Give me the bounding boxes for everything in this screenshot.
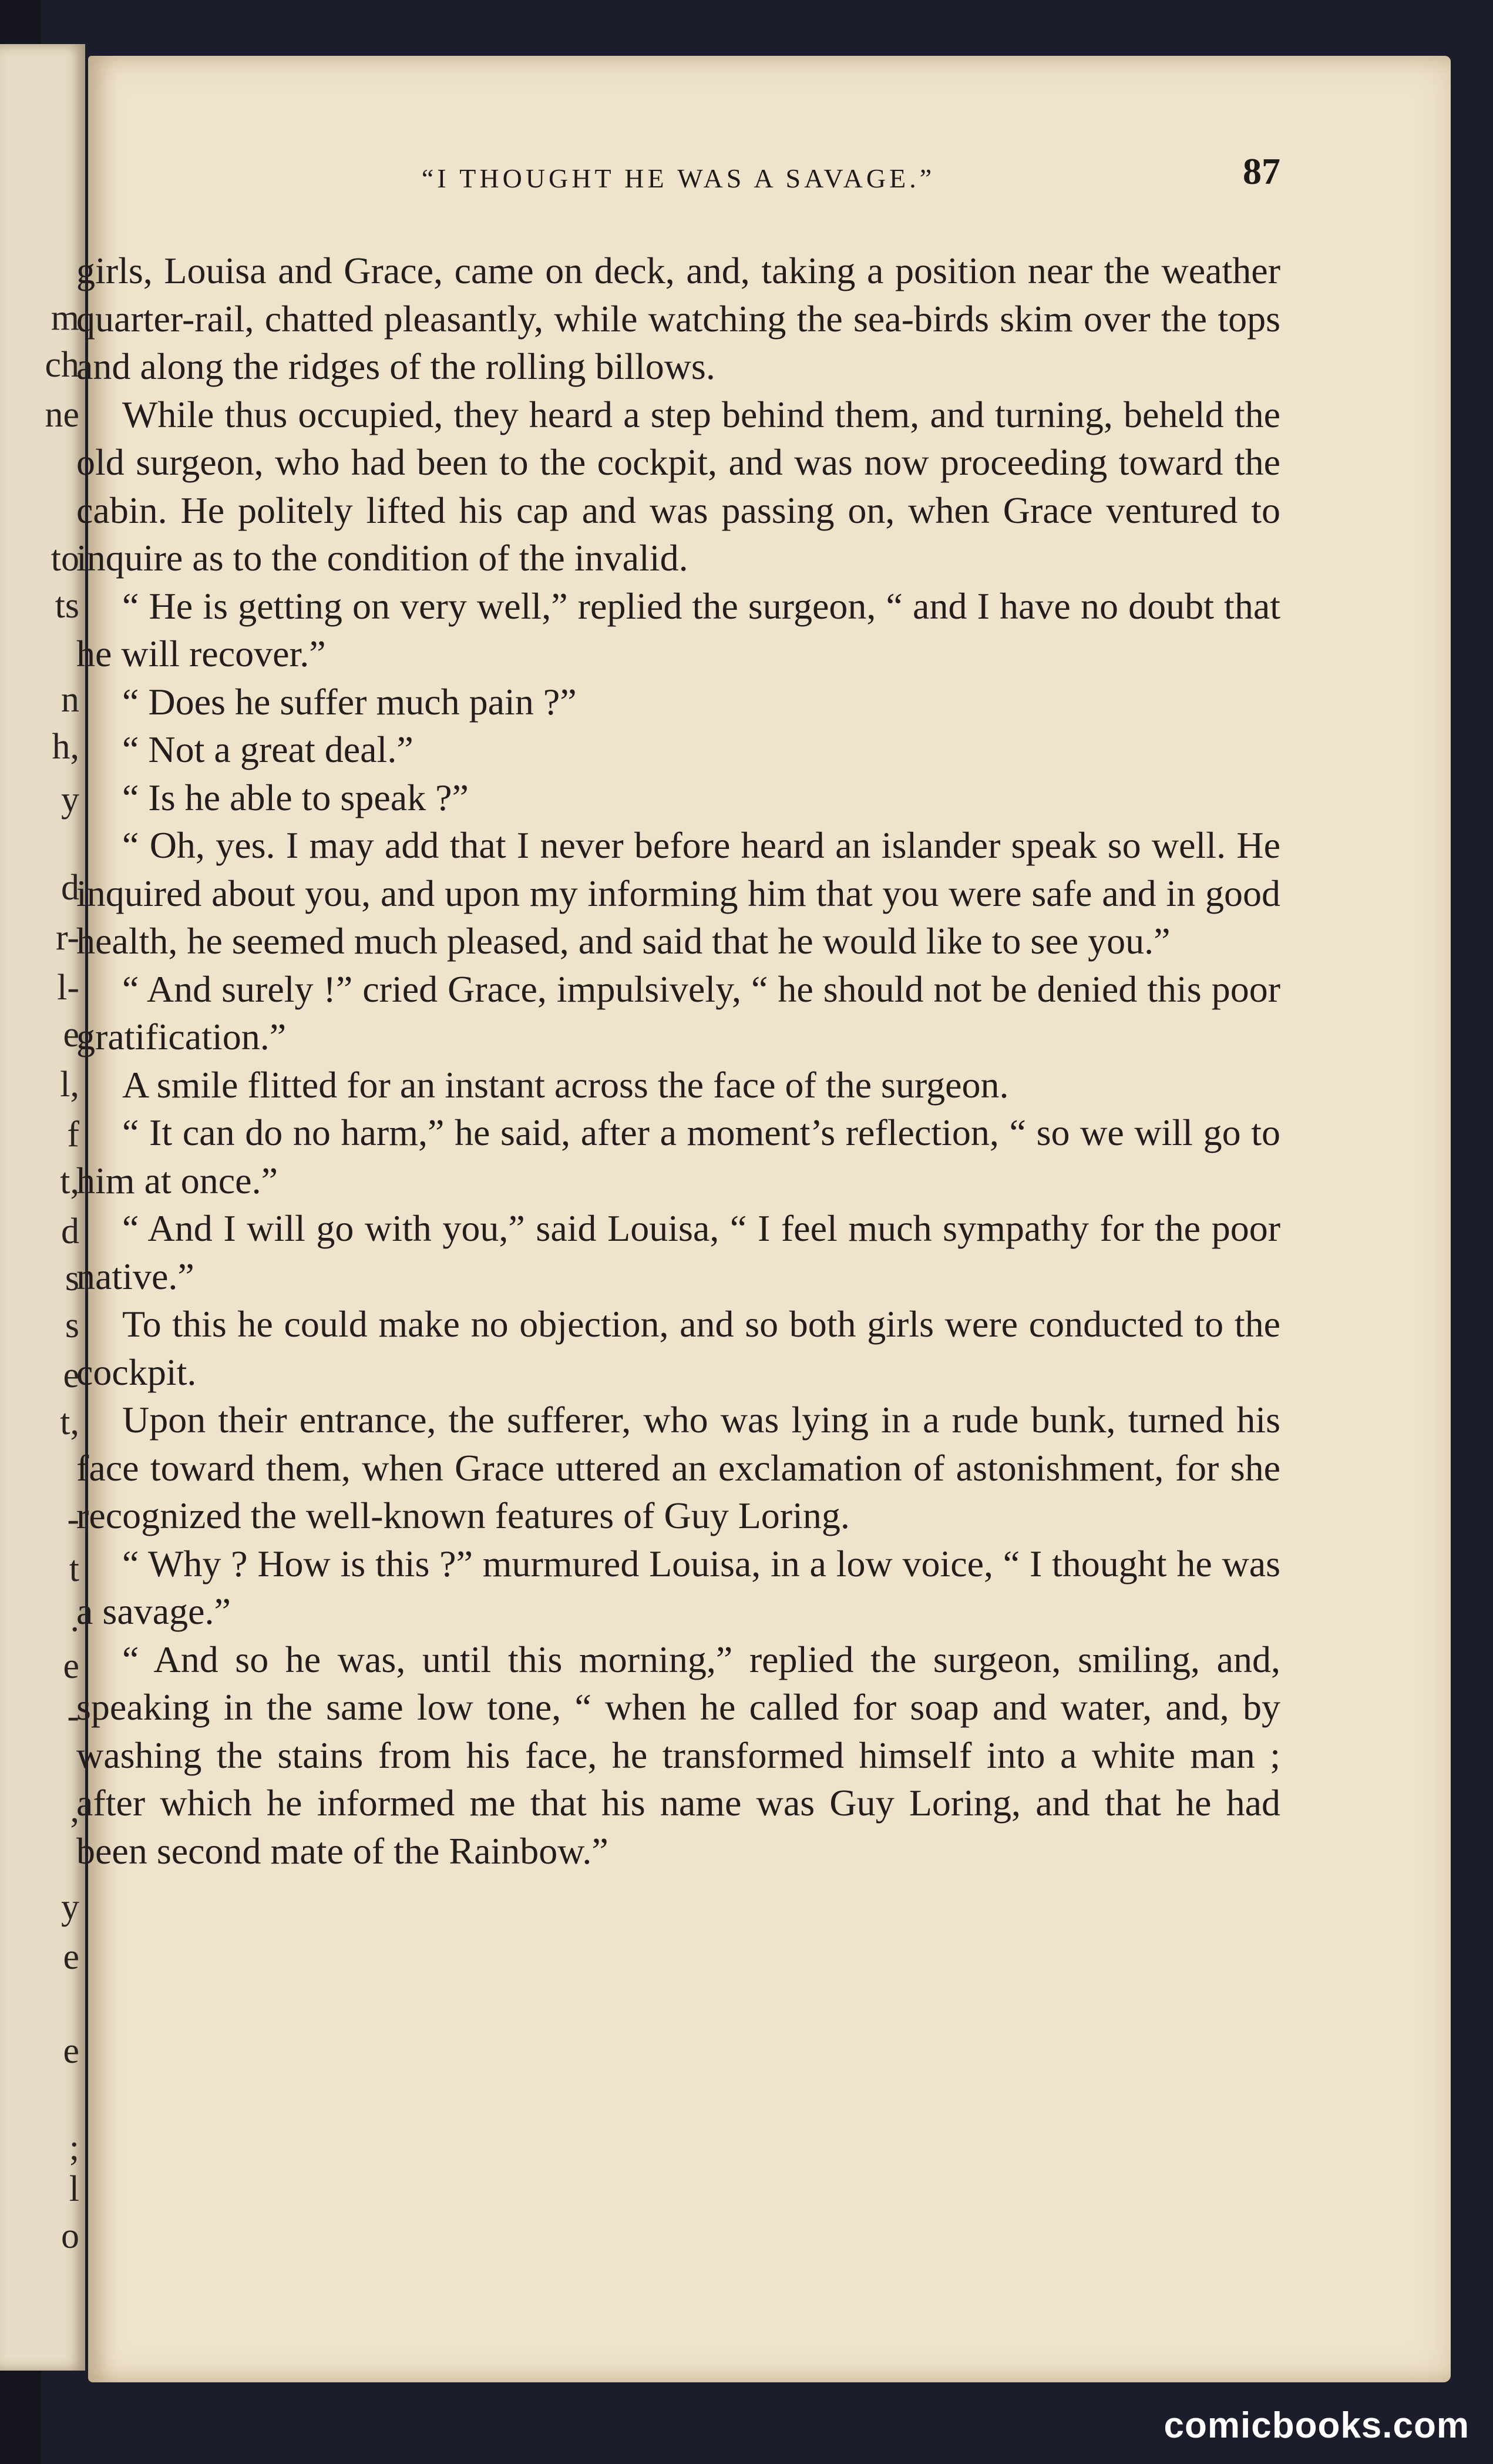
left-fragment: . bbox=[70, 1599, 79, 1639]
paragraph: To this he could make no objection, and so both girls were conducted to the cockpit. bbox=[76, 1303, 1280, 1393]
left-fragment: - bbox=[67, 1696, 79, 1736]
left-fragment: e bbox=[63, 1355, 79, 1395]
left-fragment: e bbox=[63, 1015, 79, 1055]
left-fragment: o bbox=[61, 2216, 79, 2256]
paragraph: A smile flitted for an instant across the face of the surgeon. bbox=[122, 1063, 1009, 1106]
left-fragment: e bbox=[63, 1646, 79, 1686]
paragraph: girls, Louisa and Grace, came on deck, and, taking a position near the weather quarter-rail, chatted pleasantly, while watching the sea-birds skim over the tops and along the ridges of the rolling billows. bbox=[76, 250, 1280, 387]
left-fragment: t bbox=[69, 1549, 79, 1589]
left-fragment: e bbox=[63, 2031, 79, 2071]
left-fragment: h, bbox=[52, 727, 79, 767]
paragraph: “ It can do no harm,” he said, after a moment’s reflection, “ so we will go to him at once.” bbox=[76, 1112, 1280, 1201]
paragraph: “ Oh, yes. I may add that I never before heard an islander speak so well. He inquired about you, and upon my informing him that you were safe and in good health, he seemed much pleased, and said that he would like to see you.” bbox=[76, 824, 1280, 962]
page-number: 87 bbox=[1243, 150, 1280, 192]
left-fragment: r- bbox=[55, 918, 79, 958]
left-fragment: l- bbox=[57, 968, 79, 1008]
left-fragment: l bbox=[69, 2169, 79, 2209]
left-fragment: t, bbox=[60, 1402, 79, 1442]
left-fragment: d bbox=[61, 868, 79, 908]
left-fragment: t, bbox=[60, 1161, 79, 1201]
paragraph: Upon their entrance, the sufferer, who was lying in a rude bunk, turned his face toward them, when Grace uttered an exclamation of astonishment, for she recognized the well-known features of Guy Loring. bbox=[76, 1399, 1280, 1536]
paragraph: “ Why ? How is this ?” murmured Louisa, in a low voice, “ I thought he was a savage.” bbox=[76, 1542, 1280, 1632]
left-fragment: e bbox=[63, 1937, 79, 1977]
paragraph: “ Not a great deal.” bbox=[122, 729, 413, 770]
paragraph: While thus occupied, they heard a step behind them, and turning, beheld the old surgeon, who had been to the cockpit, and was now proceeding toward the cabin. He politely lifted his cap and was passing on, when Grace ventured to inquire as to the condition of the invalid. bbox=[76, 393, 1280, 579]
left-fragment: ts bbox=[55, 586, 79, 626]
left-fragment: d bbox=[61, 1211, 79, 1251]
paragraph: “ Is he able to speak ?” bbox=[122, 776, 469, 818]
left-fragment: s bbox=[65, 1258, 79, 1298]
paragraph: “ And I will go with you,” said Louisa, “ I feel much sympathy for the poor native.” bbox=[76, 1207, 1280, 1297]
paragraph: “ Does he suffer much pain ?” bbox=[122, 680, 577, 723]
left-page-text-fragments bbox=[0, 44, 85, 2371]
running-head: “I THOUGHT HE WAS A SAVAGE.” bbox=[421, 163, 936, 193]
left-fragment: ; bbox=[69, 2128, 79, 2168]
left-fragment: l, bbox=[60, 1065, 79, 1105]
left-fragment: s bbox=[65, 1305, 79, 1345]
left-fragment: , bbox=[70, 1790, 79, 1830]
site-watermark: comicbooks.com bbox=[1164, 2405, 1470, 2446]
left-fragment: y bbox=[61, 1887, 79, 1927]
left-fragment: n bbox=[61, 680, 79, 720]
left-fragment: y bbox=[61, 780, 79, 820]
paragraph: “ And surely !” cried Grace, impulsively, “ he should not be denied this poor gratification.” bbox=[76, 968, 1280, 1058]
left-fragment: m bbox=[51, 298, 79, 338]
left-page-edge bbox=[0, 44, 85, 2371]
left-fragment: f bbox=[67, 1114, 79, 1154]
left-fragment: ch bbox=[45, 345, 79, 385]
paragraph: “ And so he was, until this morning,” replied the surgeon, smiling, and, speaking in the same low tone, “ when he called for soap and water, and, by washing the stains from his face, he transformed himself into a white man ; after which he informed me that his name was Guy Loring, and that he had been second mate of the Rainbow.” bbox=[76, 1638, 1280, 1872]
left-fragment: ne bbox=[45, 395, 79, 435]
page-body-text bbox=[76, 247, 1280, 1875]
paragraph: “ He is getting on very well,” replied the surgeon, “ and I have no doubt that he will recover.” bbox=[76, 585, 1280, 674]
left-fragment: to bbox=[51, 539, 79, 579]
left-fragment: - bbox=[67, 1499, 79, 1539]
